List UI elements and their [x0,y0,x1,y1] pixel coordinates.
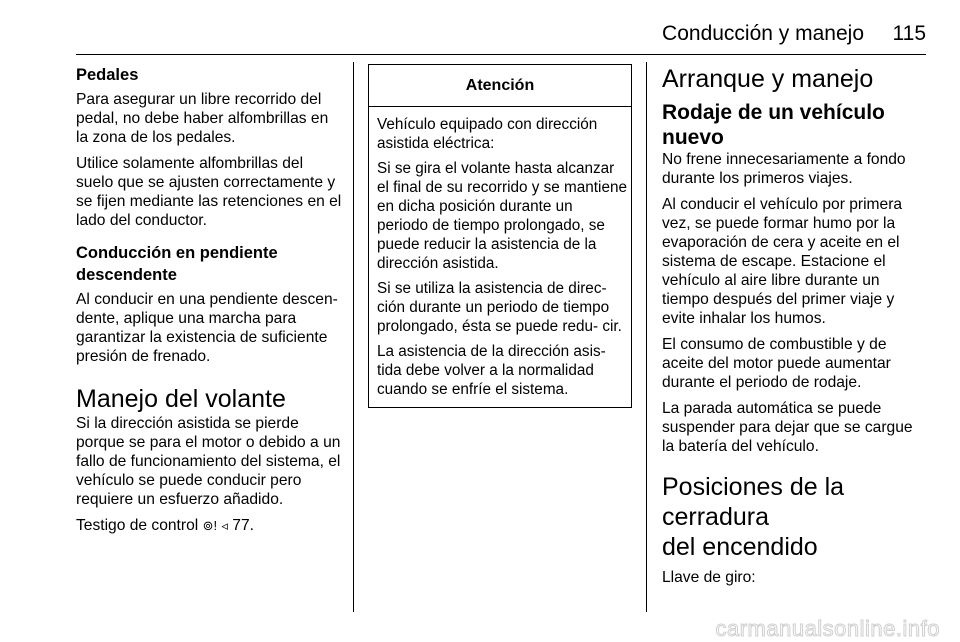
paragraph: Utilice solamente alfombrillas del suelo que se ajusten correctamente y se fijen mediante las retenciones en el lado del conductor. [76,155,342,229]
paragraph: Si la dirección asistida se pierde porque se para el motor o debido a un fallo de funcionamiento del sistema, el vehículo se puede conducir pero requiere un esfuerzo añadido. [76,415,341,508]
section-heading-pedales: Pedales [76,66,139,84]
paragraph: Al conducir el vehículo por primera vez, se puede formar humo por la evaporación de cera y aceite en el sistema de escape. Estacione el vehículo al aire libre durante un tiempo después del primer viaje y evite inhalar los humos. [662,196,903,327]
page-reference-icon[interactable]: ◃ [221,518,228,533]
paragraph: Para asegurar un libre recorrido del pedal, no debe haber alfombrillas en la zona de los pedales. [76,91,329,146]
column-divider-right [646,62,647,612]
heading-line: descendente [76,266,177,284]
chapter-heading-arranque: Arranque y manejo [662,65,874,93]
column-divider-left [353,62,354,612]
attention-paragraph: Si se gira el volante hasta alcanzar el final de su recorrido y se mantiene en dicha posición durante un periodo de tiempo prolongado, se puede reducir la asistencia de la dirección asistida. [377,160,627,272]
attention-paragraph: Vehículo equipado con dirección asistida eléctrica: [377,116,598,152]
heading-line: del encendido [662,533,818,561]
steering-warning-icon: ⊚! [202,518,218,533]
paragraph: El consumo de combustible y de aceite del motor puede aumentar durante el periodo de rodaje. [662,336,891,391]
section-heading-rodaje [662,100,924,150]
header-rule [76,54,926,55]
testigo-text: Testigo de control [76,517,203,534]
page-header [76,22,926,54]
heading-line: Conducción en pendiente [76,244,278,262]
heading-line: nuevo [662,126,724,149]
attention-body [369,107,631,407]
column-right [662,64,924,594]
paragraph: Llave de giro: [662,569,756,586]
attention-title: Atención [369,65,631,107]
page-number: 115 [892,22,926,45]
section-heading-pendiente [76,242,342,286]
column-left [76,64,342,542]
header-title: Conducción y manejo [662,22,864,45]
watermark-text: carmanualsonline.info [715,616,940,641]
section-heading-posiciones [662,472,924,562]
paragraph: La parada automática se puede suspender para dejar que se cargue la batería del vehículo. [662,400,913,455]
column-middle [368,64,632,408]
paragraph: No frene innecesariamente a fondo durante los primeros viajes. [662,151,906,187]
attention-paragraph: La asistencia de la dirección asis- tida debe volver a la normalidad cuando se enfríe el sistema. [377,343,606,398]
heading-line: Rodaje de un vehículo [662,101,885,124]
attention-paragraph: Si se utiliza la asistencia de direc- ción durante un periodo de tiempo prolongado, ésta se puede redu- cir. [377,280,622,335]
attention-box [368,64,632,408]
heading-line: Posiciones de la cerradura [662,473,845,531]
page-reference[interactable]: 77. [227,517,254,534]
paragraph: Al conducir en una pendiente descen- dente, aplique una marcha para garantizar la existencia de suficiente presión de frenado. [76,291,338,365]
section-heading-volante: Manejo del volante [76,385,286,413]
testigo-line [76,516,342,535]
